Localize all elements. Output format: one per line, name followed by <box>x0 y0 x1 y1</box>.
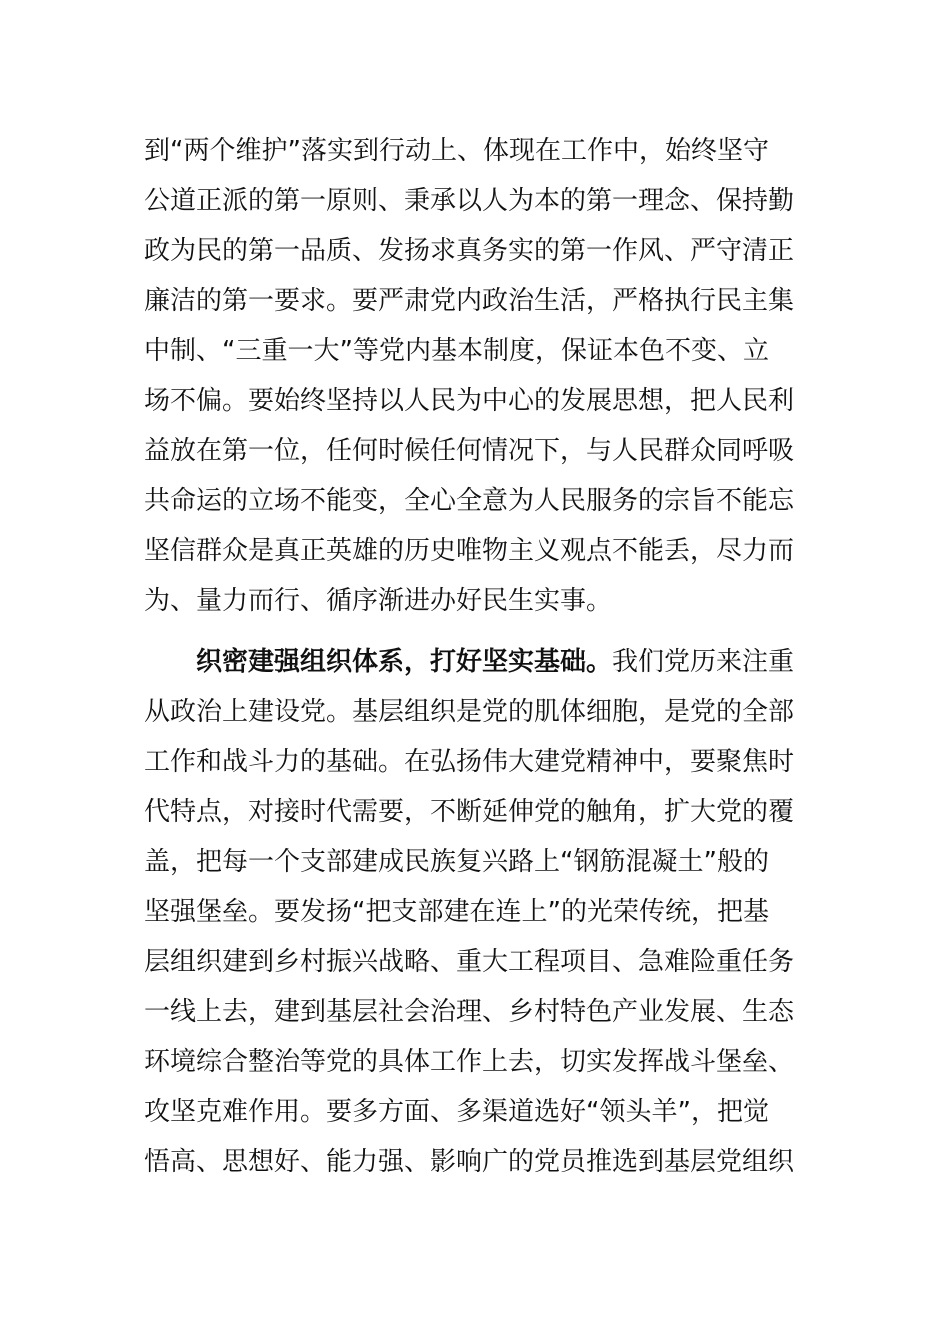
paragraph-line: 场不偏。要始终坚持以人民为中心的发展思想，把人民利 <box>144 386 795 416</box>
paragraph-line: 攻坚克难作用。要多方面、多渠道选好“领头羊”，把觉 <box>144 1097 769 1127</box>
paragraph-line: 坚强堡垒。要发扬“把支部建在连上”的光荣传统，把基 <box>144 897 769 927</box>
paragraph-heading: 织密建强组织体系，打好坚实基础。 <box>196 647 613 677</box>
paragraph-1 <box>144 126 808 626</box>
paragraph-heading-continuation: 我们党历来注重 <box>612 647 795 677</box>
paragraph-line: 廉洁的第一要求。要严肃党内政治生活，严格执行民主集 <box>144 286 795 316</box>
paragraph-line: 益放在第一位，任何时候任何情况下，与人民群众同呼吸 <box>144 436 795 466</box>
paragraph-line: 工作和战斗力的基础。在弘扬伟大建党精神中，要聚焦时 <box>144 747 795 777</box>
paragraph-line: 公道正派的第一原则、秉承以人为本的第一理念、保持勤 <box>144 186 795 216</box>
paragraph-line: 盖，把每一个支部建成民族复兴路上“钢筋混凝土”般的 <box>144 847 769 877</box>
paragraph-line: 坚信群众是真正英雄的历史唯物主义观点不能丢，尽力而 <box>144 536 795 566</box>
paragraph-line: 一线上去，建到基层社会治理、乡村特色产业发展、生态 <box>144 997 795 1027</box>
paragraph-line: 悟高、思想好、能力强、影响广的党员推选到基层党组织 <box>144 1147 795 1177</box>
paragraph-2 <box>144 637 808 1187</box>
paragraph-line: 为、量力而行、循序渐进办好民生实事。 <box>144 586 613 616</box>
paragraph-line: 环境综合整治等党的具体工作上去，切实发挥战斗堡垒、 <box>144 1047 795 1077</box>
paragraph-line: 中制、“三重一大”等党内基本制度，保证本色不变、立 <box>144 336 769 366</box>
paragraph-first-line <box>144 637 808 687</box>
paragraph-line: 政为民的第一品质、发扬求真务实的第一作风、严守清正 <box>144 236 795 266</box>
paragraph-line: 代特点，对接时代需要，不断延伸党的触角，扩大党的覆 <box>144 797 795 827</box>
paragraph-line: 层组织建到乡村振兴战略、重大工程项目、急难险重任务 <box>144 947 795 977</box>
paragraph-line: 从政治上建设党。基层组织是党的肌体细胞，是党的全部 <box>144 697 795 727</box>
paragraph-line: 到“两个维护”落实到行动上、体现在工作中，始终坚守 <box>144 136 769 166</box>
paragraph-line: 共命运的立场不能变，全心全意为人民服务的宗旨不能忘 <box>144 486 795 516</box>
